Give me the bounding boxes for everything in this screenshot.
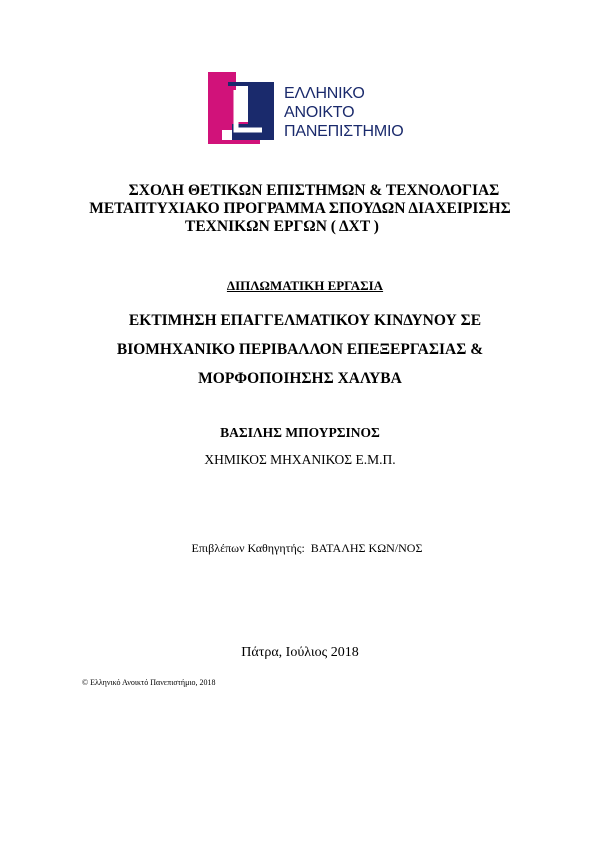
school-line-3: ΤΕΧΝΙΚΩΝ ΕΡΓΩΝ ( ΔΧΤ ) xyxy=(185,218,379,235)
supervisor: Επιβλέπων Καθηγητής: ΒΑΤΑΛΗΣ ΚΩΝ/ΝΟΣ xyxy=(191,541,423,555)
thesis-title xyxy=(0,306,600,393)
logo-wordmark xyxy=(284,84,404,141)
university-logo xyxy=(208,72,408,144)
school-line-2: ΜΕΤΑΠΤΥΧΙΑΚΟ ΠΡΟΓΡΑΜΜΑ ΣΠΟΥΔΩΝ ΔΙΑΧΕΙΡΙΣΗΣ xyxy=(89,200,511,217)
logo-line-1: ΕΛΛΗΝΙΚΟ xyxy=(284,85,365,102)
university-logo-icon xyxy=(208,72,278,144)
title-line-1: ΕΚΤΙΜΗΣΗ ΕΠΑΓΓΕΛΜΑΤΙΚΟΥ ΚΙΝΔΥΝΟΥ ΣΕ xyxy=(128,312,482,329)
title-line-3: ΜΟΡΦΟΠΟΙΗΣΗΣ ΧΑΛΥΒΑ xyxy=(198,370,402,387)
title-line-2: ΒΙΟΜΗΧΑΝΙΚΟ ΠΕΡΙΒΑΛΛΟΝ ΕΠΕΞΕΡΓΑΣΙΑΣ & xyxy=(116,341,484,358)
school-heading xyxy=(0,182,600,236)
logo-line-3: ΠΑΝΕΠΙΣΤΗΜΙΟ xyxy=(284,123,404,140)
author-name: ΒΑΣΙΛΗΣ ΜΠΟΥΡΣΙΝΟΣ xyxy=(220,425,380,440)
school-line-1: ΣΧΟΛΗ ΘΕΤΙΚΩΝ ΕΠΙΣΤΗΜΩΝ & ΤΕΧΝΟΛΟΓΙΑΣ xyxy=(128,182,500,199)
thesis-label: ΔΙΠΛΩΜΑΤΙΚΗ ΕΡΓΑΣΙΑ xyxy=(226,278,384,293)
place-date: Πάτρα, Ιούλιος 2018 xyxy=(241,645,359,660)
author-profession: ΧΗΜΙΚΟΣ ΜΗΧΑΝΙΚΟΣ Ε.Μ.Π. xyxy=(204,452,396,467)
logo-line-2: ΑΝΟΙΚΤΟ xyxy=(284,104,355,121)
copyright-notice: © Ελληνικό Ανοικτό Πανεπιστήμιο, 2018 xyxy=(82,678,216,687)
